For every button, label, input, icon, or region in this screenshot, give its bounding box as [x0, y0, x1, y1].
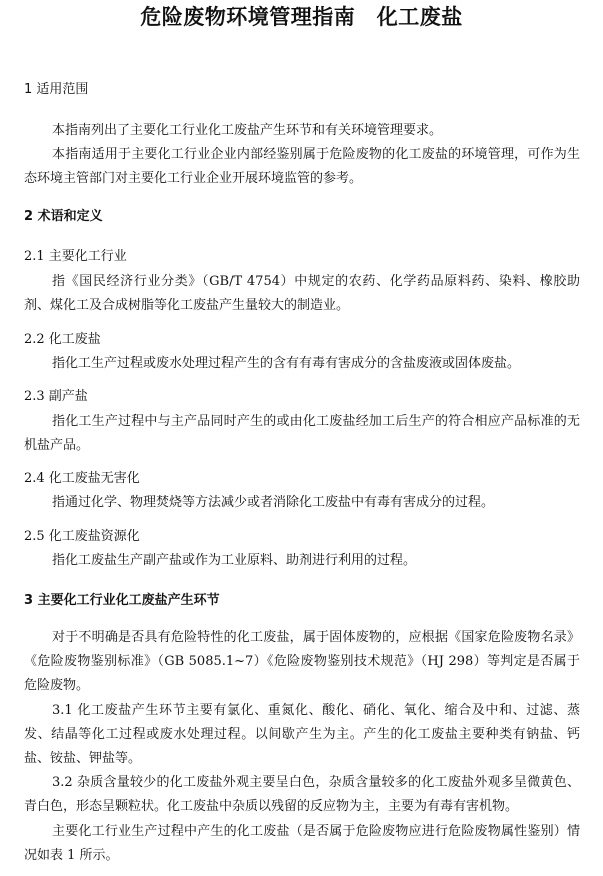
section-3-paragraph: 3.2 杂质含量较少的化工废盐外观主要呈白色，杂质含量较多的化工废盐外观多呈微黄色、青白色，形态呈颗粒状。化工废盐中杂质以残留的反应物为主，主要为有毒有害机物。	[24, 775, 580, 814]
term-heading: 2.3 副产盐	[24, 389, 88, 404]
term-definition: 指通过化学、物理焚烧等方法减少或者消除化工废盐中有毒有害成分的过程。	[52, 495, 495, 510]
term-definition: 指化工废盐生产副产盐或作为工业原料、助剂进行利用的过程。	[52, 553, 417, 568]
section-1-paragraph: 本指南列出了主要化工行业化工废盐产生环节和有关环境管理要求。	[52, 123, 443, 138]
section-1-heading: 1 适用范围	[24, 82, 89, 97]
section-3-paragraph: 主要化工行业生产过程中产生的化工废盐（是否属于危险废物应进行危险废物属性鉴别）情况如表 1 所示。	[24, 824, 580, 863]
section-1-paragraph: 本指南适用于主要化工行业企业内部经鉴别属于危险废物的化工废盐的环境管理，可作为生态环境主管部门对主要化工行业企业开展环境监管的参考。	[24, 147, 580, 186]
term-heading: 2.1 主要化工行业	[24, 249, 127, 264]
section-2-heading: 2 术语和定义	[24, 209, 103, 224]
term-heading: 2.5 化工废盐资源化	[24, 529, 140, 544]
term-definition: 指化工生产过程或废水处理过程产生的含有有毒有害成分的含盐废液或固体废盐。	[52, 356, 521, 371]
document-title: 危险废物环境管理指南 化工废盐	[140, 5, 463, 29]
section-3-paragraph: 3.1 化工废盐产生环节主要有氯化、重氮化、酸化、硝化、氧化、缩合及中和、过滤、蒸发、结晶等化工过程或废水处理过程。以间歇产生为主。产生的化工废盐主要种类有钠盐、钙盐、铵盐、钾盐等。	[24, 703, 580, 766]
term-heading: 2.4 化工废盐无害化	[24, 471, 140, 486]
section-3-heading: 3 主要化工行业化工废盐产生环节	[24, 593, 220, 608]
term-definition: 指《国民经济行业分类》（GB/T 4754）中规定的农药、化学药品原料药、染料、橡胶助剂、煤化工及合成树脂等化工废盐产生量较大的制造业。	[24, 274, 580, 313]
section-3-paragraph: 对于不明确是否具有危险特性的化工废盐，属于固体废物的，应根据《国家危险废物名录》《危险废物鉴别标准》（GB 5085.1~7）《危险废物鉴别技术规范》（HJ 298）等判定是否属于危险废物。	[24, 630, 580, 693]
term-definition: 指化工生产过程中与主产品同时产生的或由化工废盐经加工后生产的符合相应产品标准的无机盐产品。	[24, 414, 580, 453]
term-heading: 2.2 化工废盐	[24, 332, 101, 347]
